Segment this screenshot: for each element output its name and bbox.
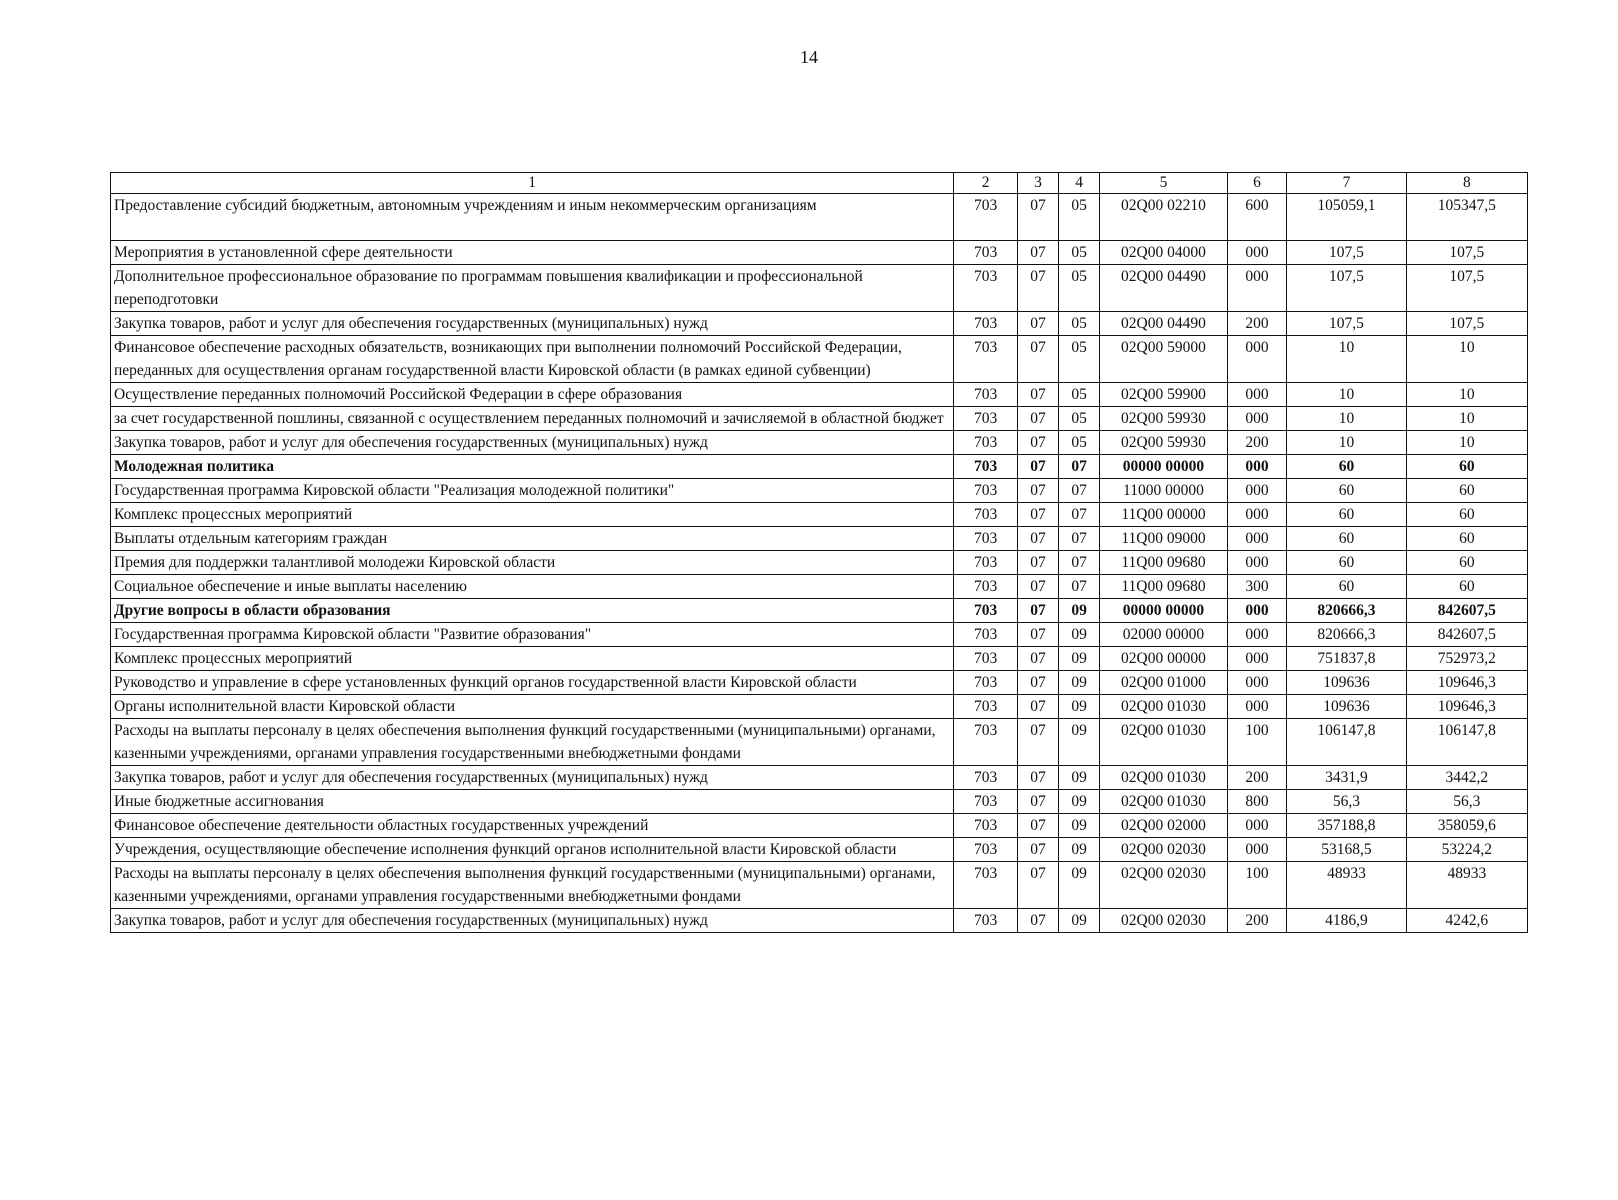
- cell-subsection: 09: [1059, 766, 1100, 790]
- header-cell: 8: [1406, 173, 1527, 194]
- cell-expense-type: 300: [1227, 575, 1287, 599]
- cell-expense-type: 200: [1227, 431, 1287, 455]
- cell-expense-type: 100: [1227, 862, 1287, 909]
- cell-expense-type: 000: [1227, 647, 1287, 671]
- cell-code: 703: [954, 838, 1018, 862]
- cell-section: 07: [1017, 719, 1058, 766]
- cell-target-article: 02Q00 04000: [1100, 241, 1228, 265]
- cell-expense-type: 600: [1227, 194, 1287, 241]
- cell-code: 703: [954, 862, 1018, 909]
- cell-section: 07: [1017, 695, 1058, 719]
- cell-expense-type: 200: [1227, 312, 1287, 336]
- cell-amount-year1: 10: [1287, 407, 1406, 431]
- cell-name: Иные бюджетные ассигнования: [111, 790, 954, 814]
- cell-amount-year1: 107,5: [1287, 241, 1406, 265]
- cell-target-article: 02Q00 04490: [1100, 265, 1228, 312]
- cell-subsection: 09: [1059, 599, 1100, 623]
- cell-amount-year1: 357188,8: [1287, 814, 1406, 838]
- cell-target-article: 11Q00 00000: [1100, 503, 1228, 527]
- cell-amount-year2: 60: [1406, 551, 1527, 575]
- cell-section: 07: [1017, 766, 1058, 790]
- cell-amount-year2: 4242,6: [1406, 909, 1527, 933]
- cell-name: Предоставление субсидий бюджетным, автономным учреждениям и иным некоммерческим организациям: [111, 194, 954, 241]
- cell-target-article: 02Q00 02210: [1100, 194, 1228, 241]
- cell-code: 703: [954, 671, 1018, 695]
- table-row: [111, 407, 1528, 431]
- cell-subsection: 05: [1059, 336, 1100, 383]
- cell-code: 703: [954, 551, 1018, 575]
- cell-amount-year1: 60: [1287, 575, 1406, 599]
- cell-name: Государственная программа Кировской области "Развитие образования": [111, 623, 954, 647]
- cell-name: Расходы на выплаты персоналу в целях обеспечения выполнения функций государственными (муниципальными) органами, казенными учреждениями, органами управления государственными внебюджетными фондами: [111, 862, 954, 909]
- cell-name: Закупка товаров, работ и услуг для обеспечения государственных (муниципальных) нужд: [111, 312, 954, 336]
- header-cell: 3: [1017, 173, 1058, 194]
- cell-section: 07: [1017, 838, 1058, 862]
- cell-code: 703: [954, 909, 1018, 933]
- cell-expense-type: 100: [1227, 719, 1287, 766]
- cell-amount-year1: 105059,1: [1287, 194, 1406, 241]
- cell-subsection: 07: [1059, 503, 1100, 527]
- cell-expense-type: 000: [1227, 503, 1287, 527]
- cell-subsection: 09: [1059, 623, 1100, 647]
- cell-name: Финансовое обеспечение расходных обязательств, возникающих при выполнении полномочий Российской Федерации, переданных для осуществления органам государственной власти Кировской области (в рамках единой субвенции): [111, 336, 954, 383]
- cell-code: 703: [954, 599, 1018, 623]
- table-row: [111, 719, 1528, 766]
- cell-amount-year1: 107,5: [1287, 265, 1406, 312]
- cell-code: 703: [954, 336, 1018, 383]
- cell-name: за счет государственной пошлины, связанной с осуществлением переданных полномочий и зачисляемой в областной бюджет: [111, 407, 954, 431]
- cell-section: 07: [1017, 862, 1058, 909]
- cell-name: Молодежная политика: [111, 455, 954, 479]
- cell-section: 07: [1017, 671, 1058, 695]
- cell-expense-type: 000: [1227, 241, 1287, 265]
- table-row: [111, 527, 1528, 551]
- cell-name: Расходы на выплаты персоналу в целях обеспечения выполнения функций государственными (муниципальными) органами, казенными учреждениями, органами управления государственными внебюджетными фондами: [111, 719, 954, 766]
- cell-expense-type: 000: [1227, 455, 1287, 479]
- cell-name: Мероприятия в установленной сфере деятельности: [111, 241, 954, 265]
- cell-amount-year2: 106147,8: [1406, 719, 1527, 766]
- cell-subsection: 09: [1059, 838, 1100, 862]
- cell-amount-year2: 48933: [1406, 862, 1527, 909]
- cell-expense-type: 000: [1227, 479, 1287, 503]
- cell-subsection: 05: [1059, 241, 1100, 265]
- cell-subsection: 05: [1059, 312, 1100, 336]
- cell-section: 07: [1017, 312, 1058, 336]
- cell-name: Выплаты отдельным категориям граждан: [111, 527, 954, 551]
- cell-code: 703: [954, 719, 1018, 766]
- cell-amount-year2: 109646,3: [1406, 671, 1527, 695]
- cell-code: 703: [954, 265, 1018, 312]
- cell-target-article: 02Q00 01030: [1100, 695, 1228, 719]
- cell-amount-year2: 107,5: [1406, 312, 1527, 336]
- cell-code: 703: [954, 527, 1018, 551]
- cell-name: Премия для поддержки талантливой молодежи Кировской области: [111, 551, 954, 575]
- cell-expense-type: 000: [1227, 551, 1287, 575]
- header-cell: 5: [1100, 173, 1228, 194]
- cell-code: 703: [954, 814, 1018, 838]
- cell-expense-type: 000: [1227, 623, 1287, 647]
- cell-amount-year1: 109636: [1287, 671, 1406, 695]
- cell-amount-year1: 820666,3: [1287, 599, 1406, 623]
- cell-amount-year1: 60: [1287, 455, 1406, 479]
- cell-amount-year2: 107,5: [1406, 265, 1527, 312]
- cell-subsection: 07: [1059, 479, 1100, 503]
- cell-target-article: 02Q00 00000: [1100, 647, 1228, 671]
- cell-amount-year1: 56,3: [1287, 790, 1406, 814]
- cell-expense-type: 000: [1227, 599, 1287, 623]
- cell-subsection: 09: [1059, 671, 1100, 695]
- cell-section: 07: [1017, 790, 1058, 814]
- cell-code: 703: [954, 407, 1018, 431]
- cell-name: Руководство и управление в сфере установленных функций органов государственной власти Кировской области: [111, 671, 954, 695]
- cell-section: 07: [1017, 479, 1058, 503]
- cell-subsection: 05: [1059, 383, 1100, 407]
- table-row: [111, 551, 1528, 575]
- table-row: [111, 814, 1528, 838]
- cell-amount-year2: 842607,5: [1406, 599, 1527, 623]
- cell-subsection: 05: [1059, 265, 1100, 312]
- table-row: [111, 671, 1528, 695]
- cell-target-article: 02Q00 59900: [1100, 383, 1228, 407]
- cell-subsection: 05: [1059, 194, 1100, 241]
- cell-target-article: 11000 00000: [1100, 479, 1228, 503]
- cell-amount-year2: 56,3: [1406, 790, 1527, 814]
- cell-target-article: 02Q00 01030: [1100, 766, 1228, 790]
- cell-section: 07: [1017, 814, 1058, 838]
- cell-section: 07: [1017, 575, 1058, 599]
- cell-expense-type: 000: [1227, 383, 1287, 407]
- cell-subsection: 09: [1059, 909, 1100, 933]
- table-row: [111, 647, 1528, 671]
- cell-amount-year2: 842607,5: [1406, 623, 1527, 647]
- cell-code: 703: [954, 312, 1018, 336]
- cell-subsection: 09: [1059, 862, 1100, 909]
- cell-amount-year2: 105347,5: [1406, 194, 1527, 241]
- cell-target-article: 02Q00 01000: [1100, 671, 1228, 695]
- cell-section: 07: [1017, 336, 1058, 383]
- cell-section: 07: [1017, 431, 1058, 455]
- cell-name: Органы исполнительной власти Кировской области: [111, 695, 954, 719]
- cell-code: 703: [954, 695, 1018, 719]
- cell-amount-year2: 10: [1406, 383, 1527, 407]
- cell-amount-year2: 10: [1406, 336, 1527, 383]
- cell-expense-type: 800: [1227, 790, 1287, 814]
- cell-amount-year2: 60: [1406, 455, 1527, 479]
- cell-amount-year1: 3431,9: [1287, 766, 1406, 790]
- cell-target-article: 11Q00 09680: [1100, 575, 1228, 599]
- cell-section: 07: [1017, 407, 1058, 431]
- cell-target-article: 02Q00 59930: [1100, 407, 1228, 431]
- cell-amount-year1: 60: [1287, 503, 1406, 527]
- cell-section: 07: [1017, 647, 1058, 671]
- table-row: [111, 838, 1528, 862]
- cell-amount-year1: 53168,5: [1287, 838, 1406, 862]
- cell-subsection: 09: [1059, 790, 1100, 814]
- cell-code: 703: [954, 575, 1018, 599]
- cell-target-article: 02Q00 59000: [1100, 336, 1228, 383]
- table-row: [111, 790, 1528, 814]
- cell-subsection: 09: [1059, 719, 1100, 766]
- cell-section: 07: [1017, 241, 1058, 265]
- cell-code: 703: [954, 479, 1018, 503]
- cell-section: 07: [1017, 194, 1058, 241]
- cell-section: 07: [1017, 527, 1058, 551]
- cell-name: Комплекс процессных мероприятий: [111, 503, 954, 527]
- page-number: 14: [800, 47, 818, 67]
- cell-amount-year1: 48933: [1287, 862, 1406, 909]
- cell-expense-type: 000: [1227, 695, 1287, 719]
- table-row: [111, 599, 1528, 623]
- cell-target-article: 02Q00 02030: [1100, 838, 1228, 862]
- cell-amount-year2: 60: [1406, 503, 1527, 527]
- header-cell: 2: [954, 173, 1018, 194]
- cell-amount-year2: 53224,2: [1406, 838, 1527, 862]
- table-row: [111, 336, 1528, 383]
- cell-amount-year2: 752973,2: [1406, 647, 1527, 671]
- cell-name: Комплекс процессных мероприятий: [111, 647, 954, 671]
- cell-expense-type: 000: [1227, 671, 1287, 695]
- cell-expense-type: 000: [1227, 814, 1287, 838]
- cell-name: Закупка товаров, работ и услуг для обеспечения государственных (муниципальных) нужд: [111, 431, 954, 455]
- cell-amount-year2: 358059,6: [1406, 814, 1527, 838]
- cell-section: 07: [1017, 551, 1058, 575]
- cell-amount-year2: 60: [1406, 527, 1527, 551]
- cell-section: 07: [1017, 265, 1058, 312]
- cell-amount-year1: 60: [1287, 527, 1406, 551]
- cell-target-article: 02Q00 02030: [1100, 862, 1228, 909]
- cell-code: 703: [954, 383, 1018, 407]
- cell-subsection: 09: [1059, 814, 1100, 838]
- cell-code: 703: [954, 766, 1018, 790]
- cell-target-article: 02Q00 04490: [1100, 312, 1228, 336]
- table-row: [111, 383, 1528, 407]
- cell-amount-year1: 751837,8: [1287, 647, 1406, 671]
- table-row: [111, 265, 1528, 312]
- cell-subsection: 05: [1059, 431, 1100, 455]
- cell-subsection: 07: [1059, 527, 1100, 551]
- table-row: [111, 623, 1528, 647]
- header-cell: 7: [1287, 173, 1406, 194]
- cell-amount-year1: 109636: [1287, 695, 1406, 719]
- cell-code: 703: [954, 194, 1018, 241]
- cell-subsection: 07: [1059, 455, 1100, 479]
- cell-target-article: 02Q00 59930: [1100, 431, 1228, 455]
- cell-subsection: 07: [1059, 575, 1100, 599]
- cell-expense-type: 000: [1227, 407, 1287, 431]
- cell-amount-year1: 60: [1287, 551, 1406, 575]
- table-row: [111, 312, 1528, 336]
- cell-section: 07: [1017, 503, 1058, 527]
- table-row: [111, 575, 1528, 599]
- cell-target-article: 02Q00 01030: [1100, 790, 1228, 814]
- cell-subsection: 07: [1059, 551, 1100, 575]
- cell-section: 07: [1017, 599, 1058, 623]
- cell-name: Осуществление переданных полномочий Российской Федерации в сфере образования: [111, 383, 954, 407]
- header-cell: 4: [1059, 173, 1100, 194]
- cell-code: 703: [954, 241, 1018, 265]
- cell-name: Закупка товаров, работ и услуг для обеспечения государственных (муниципальных) нужд: [111, 766, 954, 790]
- cell-name: Социальное обеспечение и иные выплаты населению: [111, 575, 954, 599]
- table-row: [111, 766, 1528, 790]
- cell-amount-year1: 106147,8: [1287, 719, 1406, 766]
- cell-target-article: 11Q00 09000: [1100, 527, 1228, 551]
- cell-expense-type: 200: [1227, 766, 1287, 790]
- cell-amount-year2: 107,5: [1406, 241, 1527, 265]
- cell-amount-year1: 10: [1287, 336, 1406, 383]
- table-row: [111, 503, 1528, 527]
- cell-section: 07: [1017, 623, 1058, 647]
- cell-expense-type: 000: [1227, 838, 1287, 862]
- cell-amount-year1: 4186,9: [1287, 909, 1406, 933]
- cell-amount-year2: 109646,3: [1406, 695, 1527, 719]
- cell-expense-type: 000: [1227, 527, 1287, 551]
- cell-code: 703: [954, 431, 1018, 455]
- header-cell: 6: [1227, 173, 1287, 194]
- cell-target-article: 02000 00000: [1100, 623, 1228, 647]
- table-row: [111, 479, 1528, 503]
- cell-amount-year1: 820666,3: [1287, 623, 1406, 647]
- cell-name: Другие вопросы в области образования: [111, 599, 954, 623]
- cell-section: 07: [1017, 455, 1058, 479]
- table-row: [111, 455, 1528, 479]
- table-row: [111, 909, 1528, 933]
- cell-target-article: 11Q00 09680: [1100, 551, 1228, 575]
- cell-amount-year2: 10: [1406, 407, 1527, 431]
- table-row: [111, 431, 1528, 455]
- cell-name: Учреждения, осуществляющие обеспечение исполнения функций органов исполнительной власти Кировской области: [111, 838, 954, 862]
- cell-target-article: 02Q00 02030: [1100, 909, 1228, 933]
- cell-amount-year2: 10: [1406, 431, 1527, 455]
- cell-code: 703: [954, 503, 1018, 527]
- cell-section: 07: [1017, 909, 1058, 933]
- cell-amount-year1: 107,5: [1287, 312, 1406, 336]
- cell-target-article: 00000 00000: [1100, 599, 1228, 623]
- cell-expense-type: 200: [1227, 909, 1287, 933]
- cell-amount-year2: 60: [1406, 575, 1527, 599]
- cell-subsection: 09: [1059, 647, 1100, 671]
- cell-amount-year2: 3442,2: [1406, 766, 1527, 790]
- cell-name: Финансовое обеспечение деятельности областных государственных учреждений: [111, 814, 954, 838]
- cell-expense-type: 000: [1227, 265, 1287, 312]
- header-cell: 1: [111, 173, 954, 194]
- cell-subsection: 09: [1059, 695, 1100, 719]
- table-header-row: [111, 173, 1528, 194]
- cell-amount-year1: 10: [1287, 383, 1406, 407]
- cell-code: 703: [954, 790, 1018, 814]
- cell-name: Государственная программа Кировской области "Реализация молодежной политики": [111, 479, 954, 503]
- cell-amount-year2: 60: [1406, 479, 1527, 503]
- budget-table: [110, 172, 1528, 933]
- table-row: [111, 862, 1528, 909]
- cell-amount-year1: 10: [1287, 431, 1406, 455]
- cell-target-article: 00000 00000: [1100, 455, 1228, 479]
- cell-code: 703: [954, 455, 1018, 479]
- cell-target-article: 02Q00 02000: [1100, 814, 1228, 838]
- table-row: [111, 194, 1528, 241]
- cell-name: Дополнительное профессиональное образование по программам повышения квалификации и профессиональной переподготовки: [111, 265, 954, 312]
- cell-expense-type: 000: [1227, 336, 1287, 383]
- cell-name: Закупка товаров, работ и услуг для обеспечения государственных (муниципальных) нужд: [111, 909, 954, 933]
- cell-section: 07: [1017, 383, 1058, 407]
- cell-amount-year1: 60: [1287, 479, 1406, 503]
- table-row: [111, 695, 1528, 719]
- cell-code: 703: [954, 623, 1018, 647]
- cell-subsection: 05: [1059, 407, 1100, 431]
- cell-code: 703: [954, 647, 1018, 671]
- cell-target-article: 02Q00 01030: [1100, 719, 1228, 766]
- table-row: [111, 241, 1528, 265]
